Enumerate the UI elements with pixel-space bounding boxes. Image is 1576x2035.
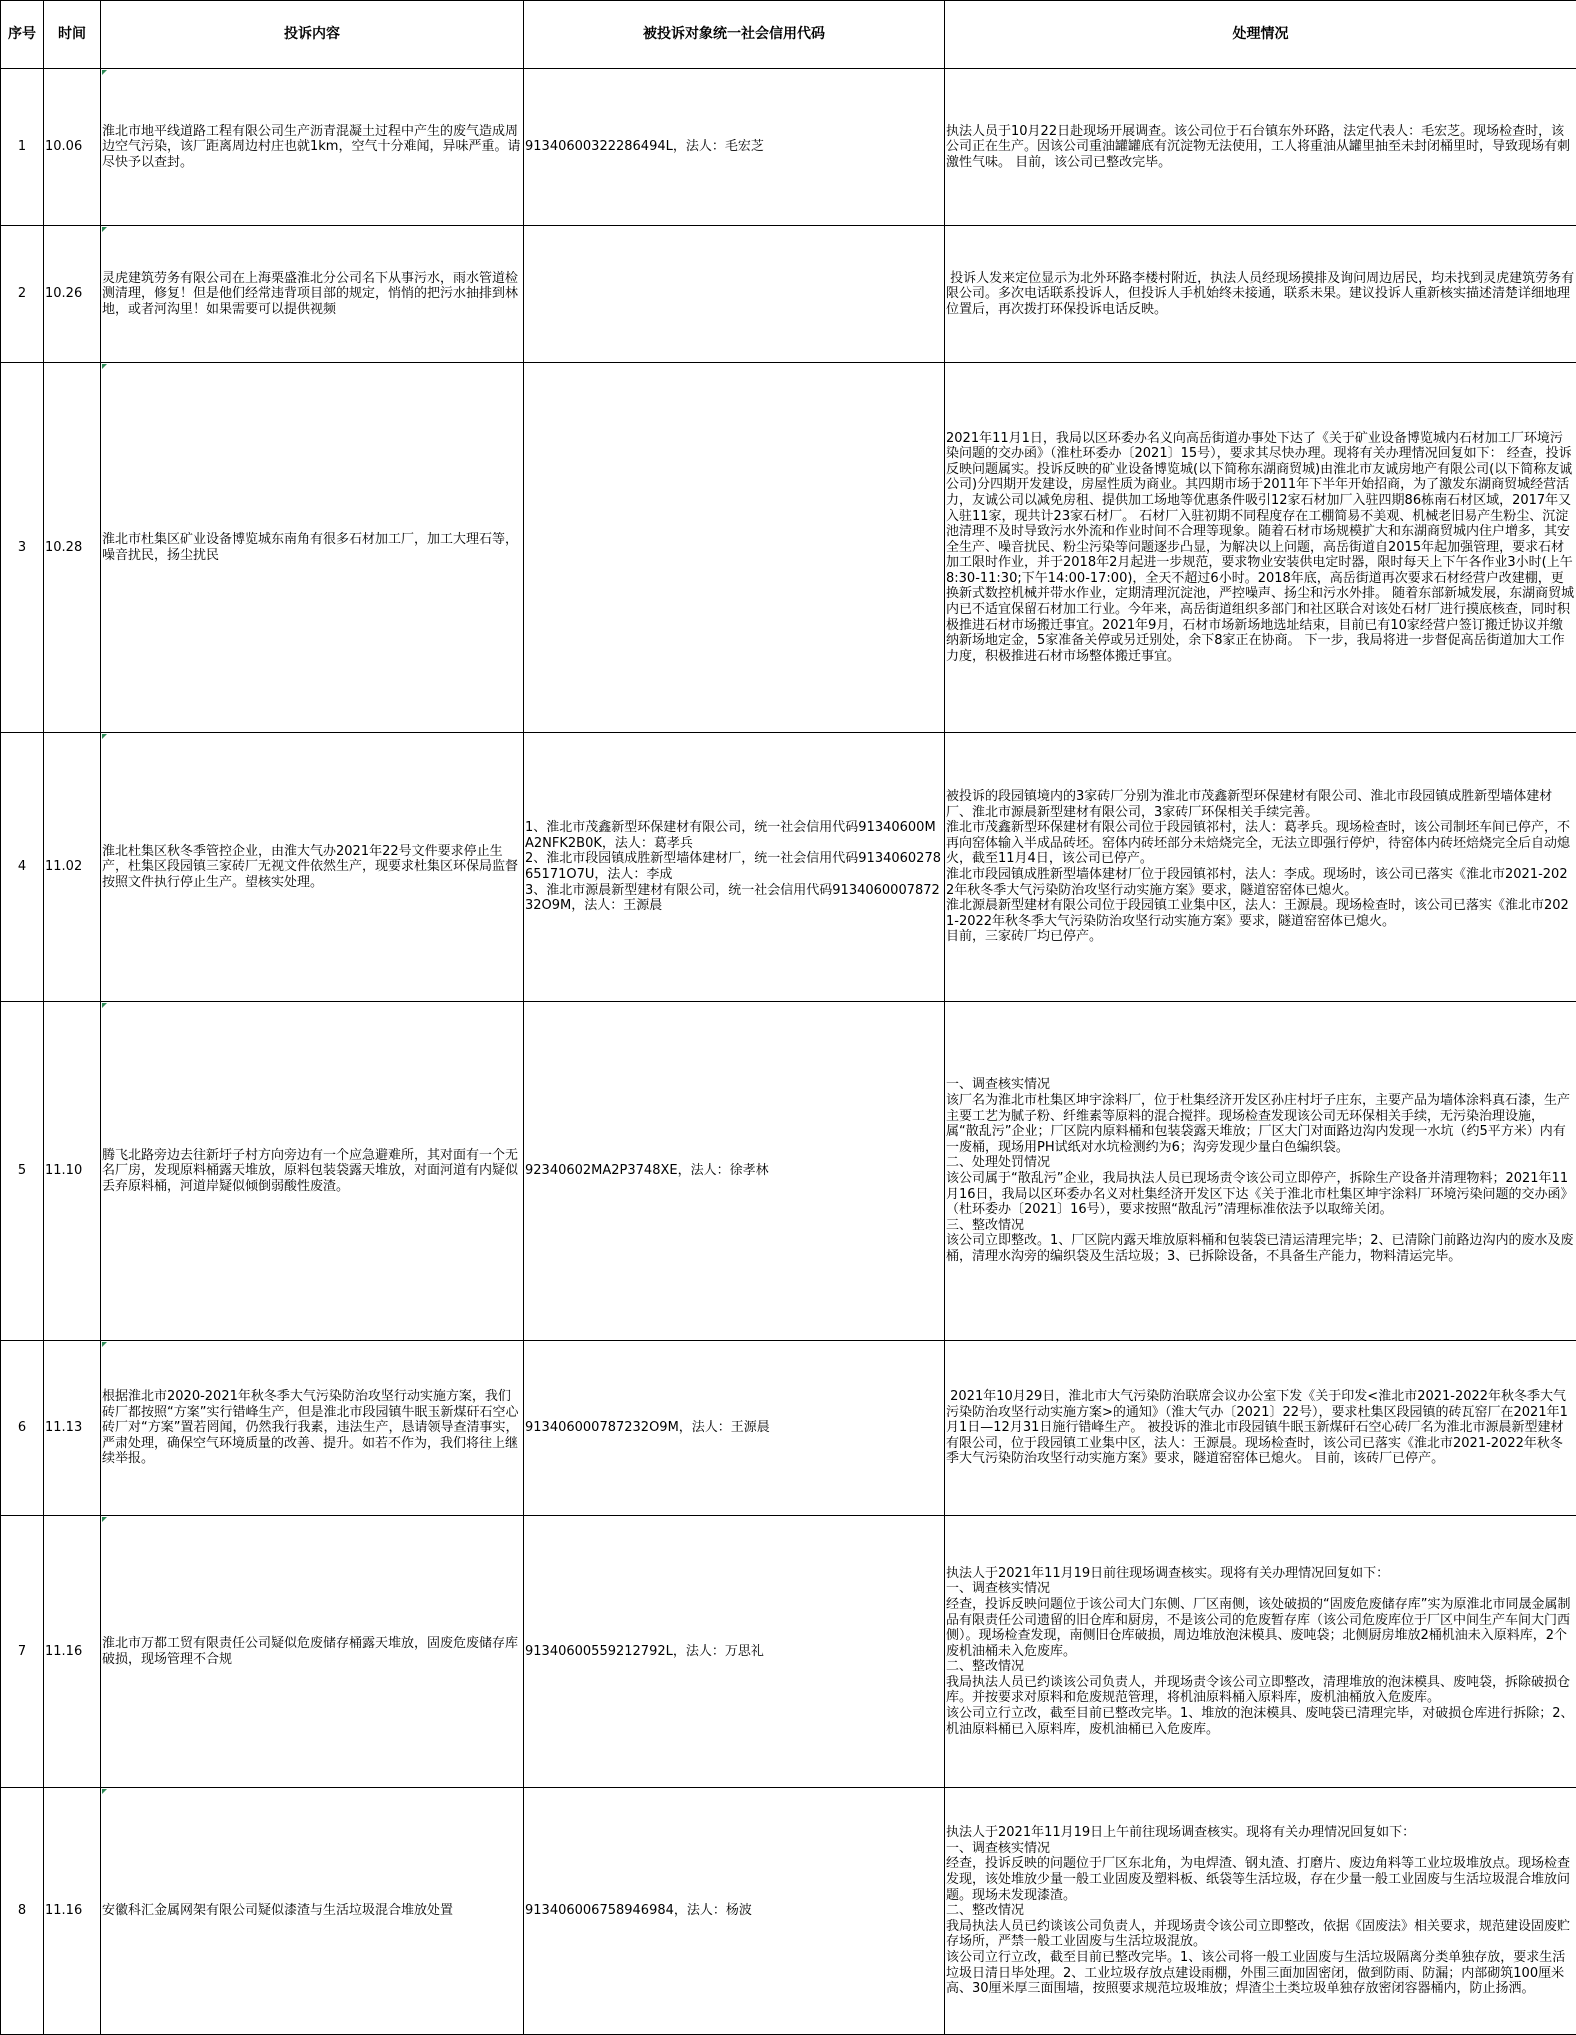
cell-seq: 5: [1, 1002, 44, 1341]
cell-seq: 2: [1, 226, 44, 363]
table-row: [1, 1788, 1576, 2035]
table-row: [1, 69, 1576, 226]
cell-time: 10.26: [44, 226, 101, 363]
cell-handling: 执法人员于10月22日赴现场开展调查。该公司位于石台镇东外环路，法定代表人：毛宏芝。现场检查时，该公司正在生产。因该公司重油罐罐底有沉淀物无法使用，工人将重油从罐里抽至未封闭桶里时，导致现场有刺激性气味。 目前，该公司已整改完毕。: [945, 69, 1576, 226]
cell-handling: 2021年10月29日，淮北市大气污染防治联席会议办公室下发《关于印发<淮北市2021-2022年秋冬季大气污染防治攻坚行动实施方案>的通知》（淮大气办〔2021〕22号），要求杜集区段园镇的砖瓦窑厂在2021年1月1日—12月31日施行错峰生产。 被投诉的淮北市段园镇牛眠玉新煤矸石空心砖厂名为淮北市源晨新型建材有限公司，位于段园镇工业集中区，法人：王源晨。现场检查时，该公司已落实《淮北市2021-2022年秋冬季大气污染防治攻坚行动实施方案》要求，隧道窑窑体已熄火。 目前，该砖厂已停产。: [945, 1341, 1576, 1516]
cell-content: 腾飞北路旁边去往新圩子村方向旁边有一个应急避难所，其对面有一个无名厂房，发现原料桶露天堆放，原料包装袋露天堆放，对面河道有内疑似丢弃原料桶，河道岸疑似倾倒弱酸性废渣。: [101, 1002, 524, 1341]
table-row: [1, 1341, 1576, 1516]
cell-code: 1、淮北市茂鑫新型环保建材有限公司，统一社会信用代码91340600MA2NFK2B0K，法人：葛孝兵 2、淮北市段园镇成胜新型墙体建材厂，统一社会信用代码913406027865171O7U，法人：李成 3、淮北市源晨新型建材有限公司，统一社会信用代码913406000787232O9M，法人：王源晨: [524, 733, 945, 1002]
table-row: [1, 226, 1576, 363]
cell-time: 11.13: [44, 1341, 101, 1516]
cell-time: 10.06: [44, 69, 101, 226]
cell-content: 淮北杜集区秋冬季管控企业，由淮大气办2021年22号文件要求停止生产，杜集区段园镇三家砖厂无视文件依然生产，现要求杜集区环保局监督按照文件执行停止生产。望核实处理。: [101, 733, 524, 1002]
cell-time: 11.16: [44, 1516, 101, 1788]
header-handling: 处理情况: [945, 1, 1576, 69]
cell-seq: 8: [1, 1788, 44, 2035]
header-row: [1, 1, 1576, 69]
cell-handling: 执法人于2021年11月19日前往现场调查核实。现将有关办理情况回复如下： 一、调查核实情况 经查，投诉反映问题位于该公司大门东侧、厂区南侧，该处破损的“固废危废储存库”实为原淮北市同晟金属制品有限责任公司遗留的旧仓库和厨房，不是该公司的危废暂存库（该公司危废库位于厂区中间生产车间大门西侧）。现场检查发现，南侧旧仓库破损，周边堆放泡沫模具、废吨袋；北侧厨房堆放2桶机油未入原料库，2个废机油桶未入危废库。 二、整改情况 我局执法人员已约谈该公司负责人，并现场责令该公司立即整改，清理堆放的泡沫模具、废吨袋，拆除破损仓库。并按要求对原料和危废规范管理，将机油原料桶入原料库，废机油桶放入危废库。 该公司立行立改，截至目前已整改完毕。1、堆放的泡沫模具、废吨袋已清理完毕，对破损仓库进行拆除；2、机油原料桶已入原料库，废机油桶已入危废库。: [945, 1516, 1576, 1788]
cell-handling: 执法人于2021年11月19日上午前往现场调查核实。现将有关办理情况回复如下： 一、调查核实情况 经查，投诉反映的问题位于厂区东北角，为电焊渣、钢丸渣、打磨片、废边角料等工业垃圾堆放点。现场检查发现，该处堆放少量一般工业固废及塑料板、纸袋等生活垃圾，存在少量一般工业固废与生活垃圾混合堆放问题。现场未发现漆渣。 二、整改情况 我局执法人员已约谈该公司负责人，并现场责令该公司立即整改，依据《固废法》相关要求，规范建设固废贮存场所，严禁一般工业固废与生活垃圾混放。 该公司立行立改，截至目前已整改完毕。1、该公司将一般工业固废与生活垃圾隔离分类单独存放，要求生活垃圾日清日毕处理。2、工业垃圾存放点建设雨棚，外围三面加固密闭，做到防雨、防漏；内部砌筑100厘米高、30厘米厚三面围墙，按照要求规范垃圾堆放；焊渣尘土类垃圾单独存放密闭容器桶内，防止扬洒。: [945, 1788, 1576, 2035]
cell-seq: 7: [1, 1516, 44, 1788]
header-seq: 序号: [1, 1, 44, 69]
table-row: [1, 1002, 1576, 1341]
cell-handling: 2021年11月1日，我局以区环委办名义向高岳街道办事处下达了《关于矿业设备博览城内石材加工厂环境污染问题的交办函》（淮杜环委办〔2021〕15号），要求其尽快办理。现将有关办理情况回复如下： 经查，投诉反映问题属实。投诉反映的矿业设备博览城(以下简称东湖商贸城)由淮北市友诚房地产有限公司(以下简称友诚公司)分四期开发建设，房屋性质为商业。其四期市场于2011年下半年开始招商，为了激发东湖商贸城经营活力，友诚公司以减免房租、提供加工场地等优惠条件吸引12家石材加厂入驻四期86栋南石材区域，2017年又入驻11家，现共计23家石材厂。 石材厂入驻初期不同程度存在工棚简易不美观、机械老旧易产生粉尘、沉淀池清理不及时导致污水外流和作业时间不合理等现象。随着石材市场规模扩大和东湖商贸城内住户增多，其安全生产、噪音扰民、粉尘污染等问题逐步凸显，为解决以上问题，高岳街道自2015年起加强管理，要求石材加工限时作业，并于2018年2月起进一步规范，要求物业安装供电定时器，限时每天上下午各作业3小时(上午8:30-11:30;下午14:00-17:00)，全天不超过6小时。2018年底，高岳街道再次要求石材经营户改建棚，更换新式数控机械并带水作业，定期清理沉淀池，严控噪声、扬尘和污水外排。 随着东部新城发展，东湖商贸城内已不适宜保留石材加工行业。今年来，高岳街道组织多部门和社区联合对该处石材厂进行摸底核查，同时积极推进石材市场搬迁事宜。2021年9月，石材市场新场地选址结束，目前已有10家经营户签订搬迁协议并缴纳新场地定金，5家准备关停或另迁别处，余下8家正在协商。 下一步，我局将进一步督促高岳街道加大工作力度，积极推进石材市场整体搬迁事宜。: [945, 363, 1576, 733]
cell-code: 91340600559212792L，法人：万思礼: [524, 1516, 945, 1788]
cell-code: 913406006758946984，法人：杨波: [524, 1788, 945, 2035]
cell-seq: 3: [1, 363, 44, 733]
cell-handling: 一、调查核实情况 该厂名为淮北市杜集区坤宇涂料厂，位于杜集经济开发区孙庄村圩子庄东，主要产品为墙体涂料真石漆，生产主要工艺为腻子粉、纤维素等原料的混合搅拌。现场检查发现该公司无环保相关手续，无污染治理设施，属“散乱污”企业；厂区院内原料桶和包装袋露天堆放；厂区大门对面路边沟内发现一水坑（约5平方米）内有一废桶，现场用PH试纸对水坑检测约为6；沟旁发现少量白色编织袋。 二、处理处罚情况 该公司属于“散乱污”企业，我局执法人员已现场责令该公司立即停产，拆除生产设备并清理物料；2021年11月16日，我局以区环委办名义对杜集经济开发区下达《关于淮北市杜集区坤宇涂料厂环境污染问题的交办函》（杜环委办〔2021〕16号），要求按照“散乱污”清理标准依法予以取缔关闭。 三、整改情况 该公司立即整改。1、厂区院内露天堆放原料桶和包装袋已清运清理完毕；2、已清除门前路边沟内的废水及废桶，清理水沟旁的编织袋及生活垃圾；3、已拆除设备，不具备生产能力，物料清运完毕。: [945, 1002, 1576, 1341]
cell-content: 灵虎建筑劳务有限公司在上海栗盛淮北分公司名下从事污水，雨水管道检测清理，修复！但是他们经常违背项目部的规定，悄悄的把污水抽排到林地，或者河沟里！如果需要可以提供视频: [101, 226, 524, 363]
cell-code: [524, 226, 945, 363]
table-row: [1, 733, 1576, 1002]
cell-code: [524, 363, 945, 733]
cell-time: 11.02: [44, 733, 101, 1002]
header-content: 投诉内容: [101, 1, 524, 69]
cell-content: 淮北市万都工贸有限责任公司疑似危废储存桶露天堆放，固废危废储存库破损，现场管理不合规: [101, 1516, 524, 1788]
cell-content: 根据淮北市2020-2021年秋冬季大气污染防治攻坚行动实施方案，我们砖厂都按照“方案”实行错峰生产，但是淮北市段园镇牛眠玉新煤矸石空心砖厂对“方案”置若罔闻，仍然我行我素，违法生产，恳请领导查清事实，严肃处理，确保空气环境质量的改善、提升。如若不作为，我们将往上继续举报。: [101, 1341, 524, 1516]
cell-code: 92340602MA2P3748XE，法人：徐孝林: [524, 1002, 945, 1341]
cell-seq: 6: [1, 1341, 44, 1516]
cell-handling: 投诉人发来定位显示为北外环路李楼村附近，执法人员经现场摸排及询问周边居民，均未找到灵虎建筑劳务有限公司。多次电话联系投诉人，但投诉人手机始终未接通，联系未果。建议投诉人重新核实描述清楚详细地理位置后，再次拨打环保投诉电话反映。: [945, 226, 1576, 363]
cell-time: 11.16: [44, 1788, 101, 2035]
cell-code: 91340600322286494L，法人：毛宏芝: [524, 69, 945, 226]
header-code: 被投诉对象统一社会信用代码: [524, 1, 945, 69]
table-row: [1, 363, 1576, 733]
cell-seq: 4: [1, 733, 44, 1002]
cell-content: 淮北市杜集区矿业设备博览城东南角有很多石材加工厂，加工大理石等，噪音扰民，扬尘扰民: [101, 363, 524, 733]
table-row: [1, 1516, 1576, 1788]
cell-code: 913406000787232O9M，法人：王源晨: [524, 1341, 945, 1516]
header-time: 时间: [44, 1, 101, 69]
cell-seq: 1: [1, 69, 44, 226]
cell-content: 安徽科汇金属网架有限公司疑似漆渣与生活垃圾混合堆放处置: [101, 1788, 524, 2035]
cell-time: 10.28: [44, 363, 101, 733]
cell-content: 淮北市地平线道路工程有限公司生产沥青混凝土过程中产生的废气造成周边空气污染，该厂距离周边村庄也就1km，空气十分难闻，异味严重。请尽快予以查封。: [101, 69, 524, 226]
cell-handling: 被投诉的段园镇境内的3家砖厂分别为淮北市茂鑫新型环保建材有限公司、淮北市段园镇成胜新型墙体建材厂、淮北市源晨新型建材有限公司，3家砖厂环保相关手续完善。 淮北市茂鑫新型环保建材有限公司位于段园镇祁村，法人：葛孝兵。现场检查时，该公司制坯车间已停产，不再向窑体输入半成品砖坯。窑体内砖坯部分未焙烧完全，无法立即强行停炉，待窑体内砖坯焙烧完全后自动熄火，截至11月4日，该公司已停产。 淮北市段园镇成胜新型墙体建材厂位于段园镇祁村，法人：李成。现场时，该公司已落实《淮北市2021-2022年秋冬季大气污染防治攻坚行动实施方案》要求，隧道窑窑体已熄火。 淮北源晨新型建材有限公司位于段园镇工业集中区，法人：王源晨。现场检查时，该公司已落实《淮北市2021-2022年秋冬季大气污染防治攻坚行动实施方案》要求，隧道窑窑体已熄火。 目前，三家砖厂均已停产。: [945, 733, 1576, 1002]
cell-time: 11.10: [44, 1002, 101, 1341]
